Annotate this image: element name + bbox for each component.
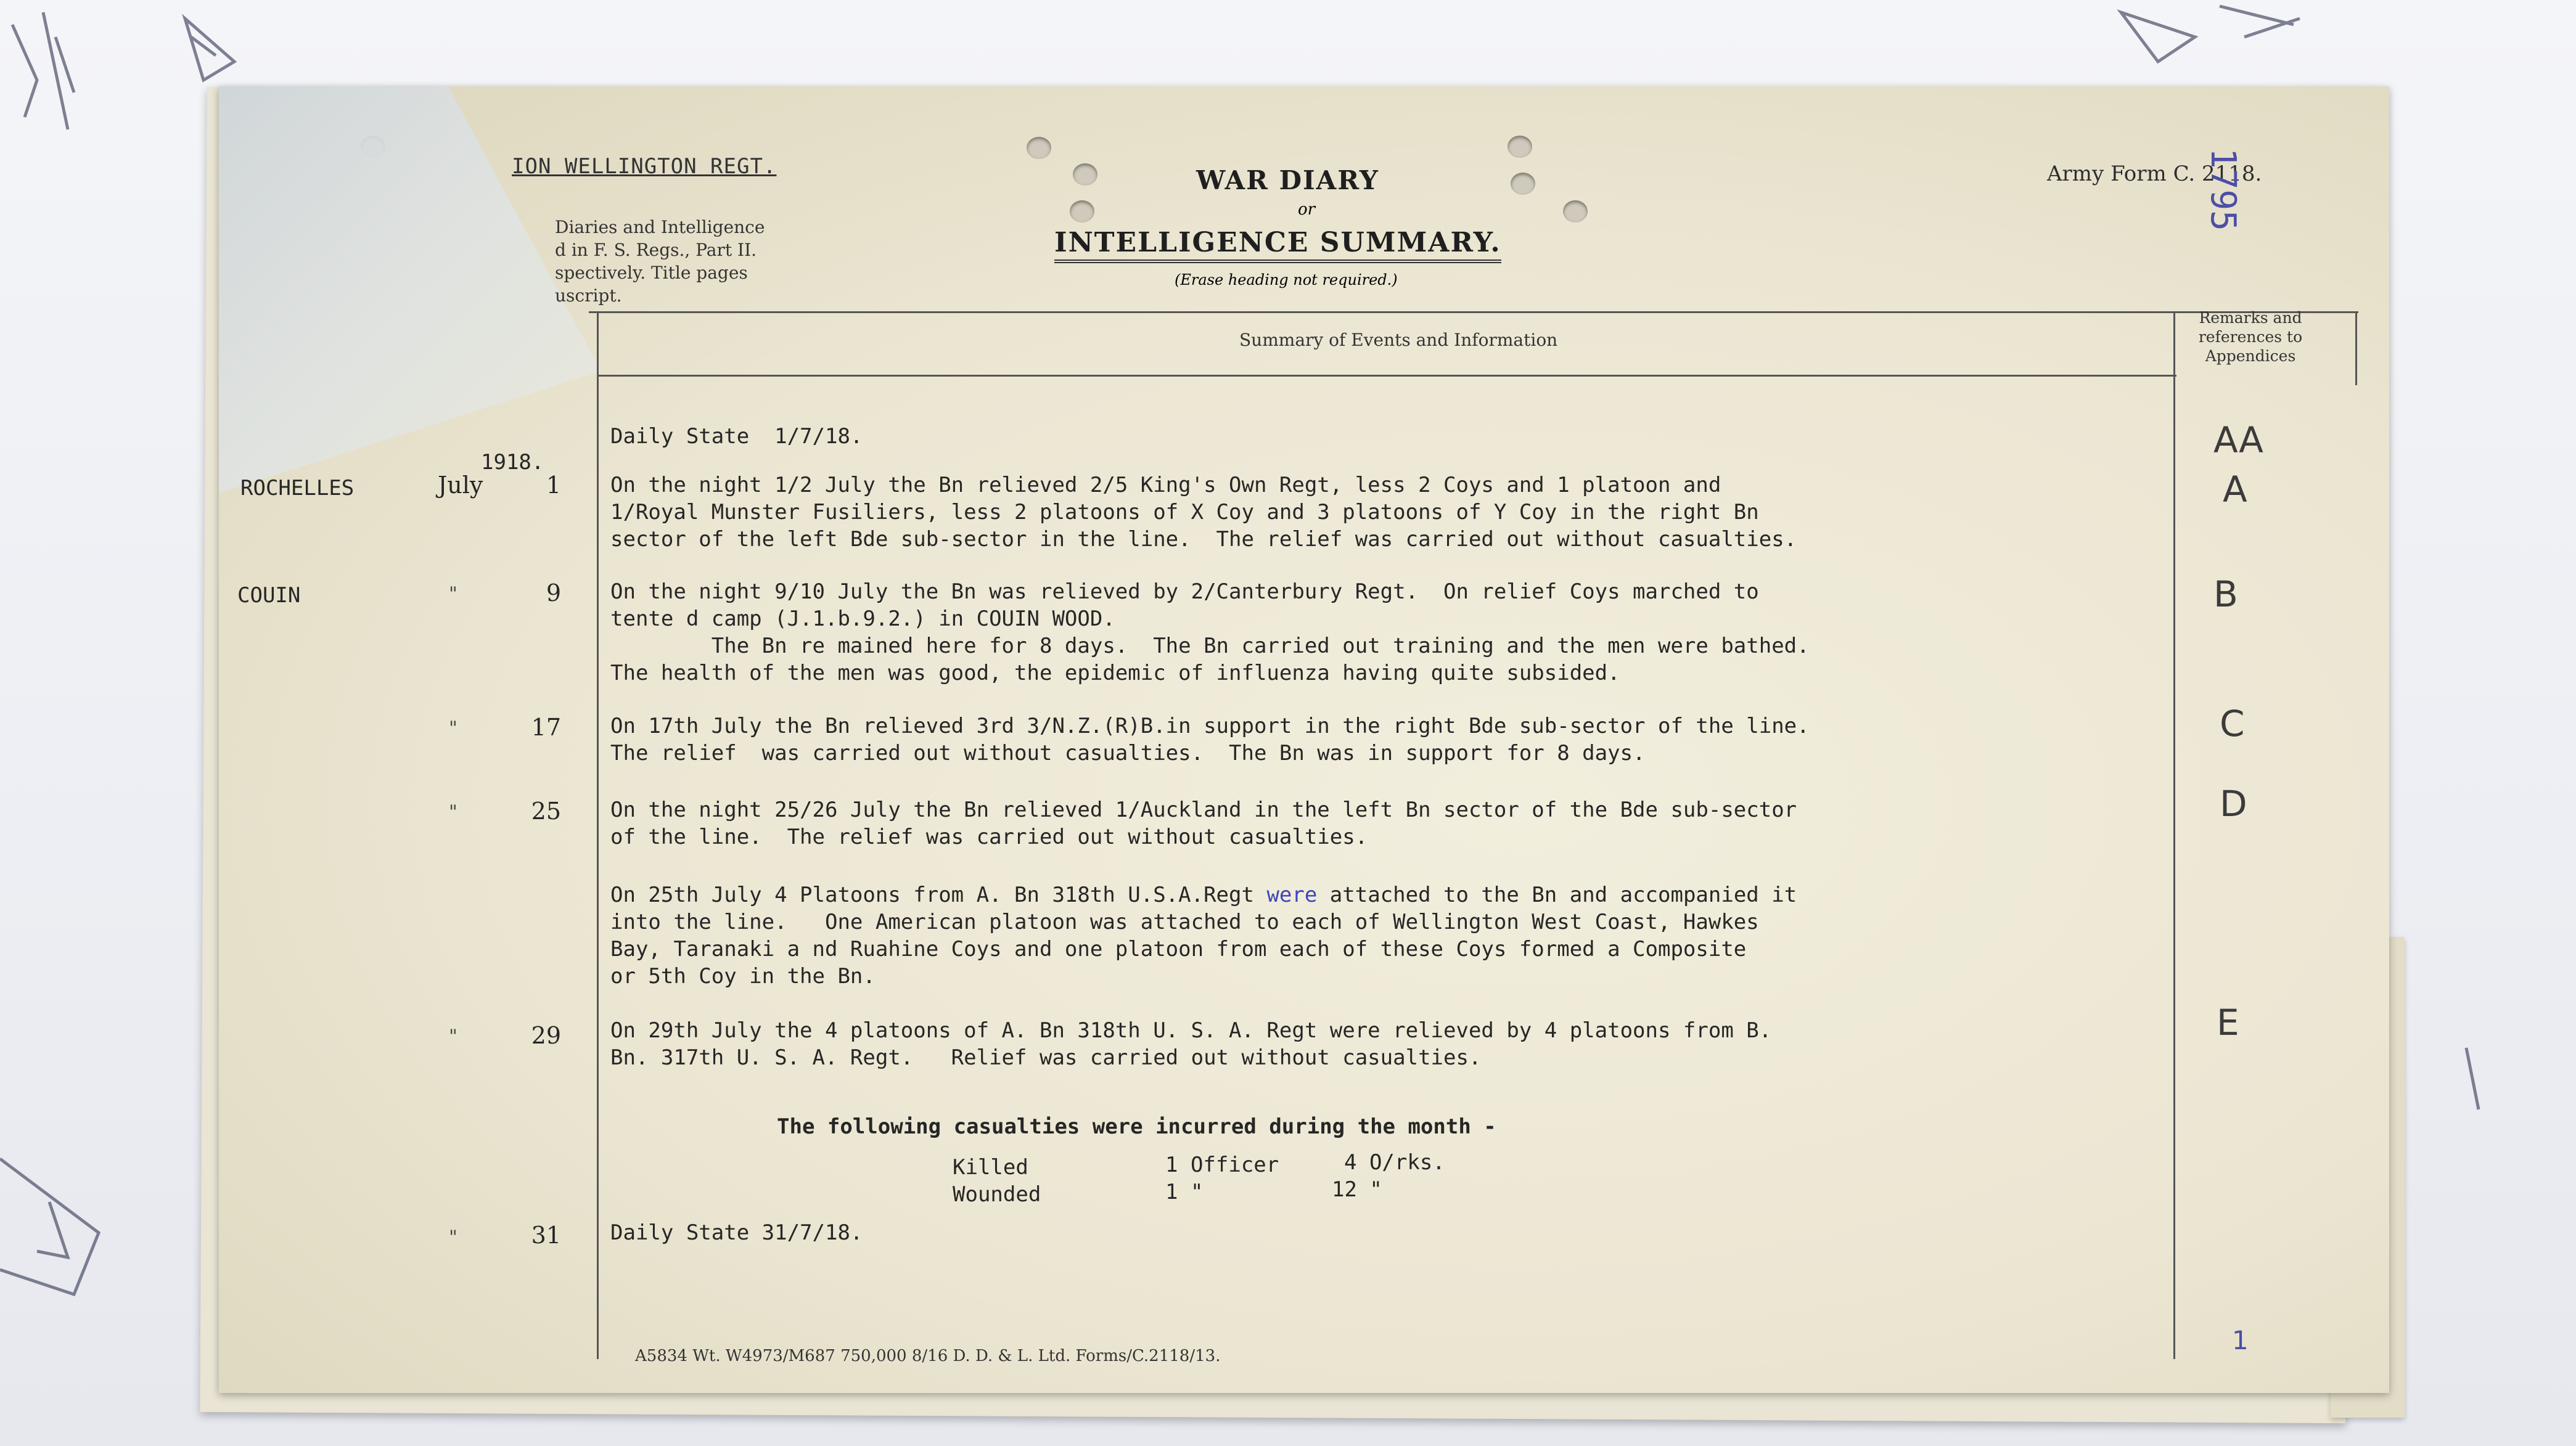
- killed-other-ranks: 4 O/rks.: [1344, 1150, 1445, 1175]
- punch-hole: [1511, 173, 1535, 195]
- entry-line: On 29th July the 4 platoons of A. Bn 318th U. S. A. Regt were relieved by 4 platoons from B.: [610, 1018, 1772, 1043]
- column-rule: [2355, 311, 2357, 385]
- entry-line: The relief was carried out without casualties. The Bn was in support for 8 days.: [610, 741, 1646, 766]
- ditto-mark: ": [449, 583, 457, 605]
- entry-line: [610, 881, 1797, 909]
- war-diary-title: WAR DIARY: [1196, 165, 1379, 195]
- entry-line: sector of the left Bde sub-sector in the line. The relief was carried out without casualties.: [610, 527, 1797, 552]
- remark-ref: E: [2217, 1002, 2239, 1044]
- header-top-rule: [589, 311, 2358, 313]
- erase-note: (Erase heading not required.): [1175, 271, 1398, 288]
- punch-hole: [1027, 137, 1051, 159]
- year-label: 1918.: [481, 450, 544, 475]
- entry-day: 9: [546, 579, 561, 607]
- header-bottom-rule: [598, 375, 2176, 377]
- remark-ref: C: [2220, 703, 2245, 745]
- instructions-line: spectively. Title pages: [555, 263, 748, 283]
- punch-hole: [1073, 163, 1097, 186]
- page-number: 1: [2232, 1325, 2249, 1355]
- remark-ref: A: [2223, 468, 2247, 510]
- instructions-line: uscript.: [555, 285, 622, 306]
- entry-text: On 25th July 4 Platoons from A. Bn 318th U.S.A.Regt: [610, 883, 1267, 907]
- killed-label: Killed: [953, 1155, 1028, 1180]
- entry-text: attached to the Bn and accompanied it: [1317, 883, 1797, 907]
- casualties-heading: The following casualties were incurred during the month -: [777, 1114, 1496, 1139]
- archive-stamp: 1795: [2203, 148, 2243, 231]
- entry-day: 1: [546, 472, 561, 499]
- title-or: or: [1298, 200, 1316, 219]
- remark-ref: D: [2220, 783, 2247, 825]
- entry-line: tente d camp (J.1.b.9.2.) in COUIN WOOD.: [610, 607, 1115, 631]
- remark-ref: B: [2213, 573, 2238, 615]
- ditto-mark: ": [449, 801, 457, 823]
- instructions-line: Diaries and Intelligence: [555, 217, 765, 237]
- instructions-text: [555, 216, 814, 307]
- ditto-mark: ": [449, 1227, 457, 1248]
- punch-hole: [1507, 136, 1532, 158]
- wounded-other-ranks: 12 ": [1332, 1177, 1382, 1202]
- punch-hole: [1563, 200, 1588, 223]
- intelligence-summary-title: INTELLIGENCE SUMMARY.: [1054, 227, 1501, 263]
- entry-line: The health of the men was good, the epidemic of influenza having quite subsided.: [610, 661, 1620, 685]
- month-label: July: [438, 472, 483, 499]
- entry-day: 17: [531, 714, 561, 741]
- place-label: COUIN: [237, 583, 301, 608]
- remark-ref: AA: [2213, 419, 2263, 461]
- wounded-officers: 1 ": [1165, 1180, 1204, 1204]
- entry-day: 29: [531, 1022, 561, 1049]
- entry-line: On 17th July the Bn relieved 3rd 3/N.Z.(R)B.in support in the right Bde sub-sector of the line.: [610, 714, 1810, 738]
- instructions-line: d in F. S. Regs., Part II.: [555, 240, 757, 260]
- army-form-number: Army Form C. 2118.: [2047, 161, 2262, 186]
- entry-line: Bay, Taranaki a nd Ruahine Coys and one platoon from each of these Coys formed a Composite: [610, 937, 1747, 962]
- entry-line: of the line. The relief was carried out without casualties.: [610, 825, 1368, 849]
- entry-line: On the night 9/10 July the Bn was relieved by 2/Canterbury Regt. On relief Coys marched to: [610, 579, 1759, 604]
- regiment-heading: ION WELLINGTON REGT.: [512, 154, 777, 179]
- punch-hole: [1070, 200, 1094, 223]
- form-print-footer: A5834 Wt. W4973/M687 750,000 8/16 D. D. & L. Ltd. Forms/C.2118/13.: [635, 1347, 1221, 1365]
- summary-column-header: Summary of Events and Information: [1239, 330, 1558, 350]
- column-rule: [2173, 311, 2175, 1359]
- daily-state-first: Daily State 1/7/18.: [610, 424, 863, 449]
- entry-line: into the line. One American platoon was attached to each of Wellington West Coast, Hawkes: [610, 910, 1759, 934]
- daily-state-last: Daily State 31/7/18.: [610, 1220, 863, 1245]
- killed-officers: 1 Officer: [1165, 1153, 1279, 1177]
- ditto-mark: ": [449, 717, 457, 739]
- column-rule: [597, 311, 599, 1359]
- handwritten-insert: were: [1266, 883, 1318, 907]
- entry-line: 1/Royal Munster Fusiliers, less 2 platoons of X Coy and 3 platoons of Y Coy in the right Bn: [610, 500, 1759, 525]
- entry-day: 25: [531, 798, 561, 825]
- ditto-mark: ": [449, 1026, 457, 1047]
- entry-line: On the night 25/26 July the Bn relieved 1/Auckland in the left Bn sector of the Bde sub-sector: [610, 798, 1797, 822]
- entry-line: Bn. 317th U. S. A. Regt. Relief was carried out without casualties.: [610, 1045, 1482, 1070]
- entry-line: The Bn re mained here for 8 days. The Bn carried out training and the men were bathed.: [610, 634, 1810, 658]
- place-label: ROCHELLES: [240, 476, 355, 500]
- entry-line: or 5th Coy in the Bn.: [610, 964, 876, 989]
- remarks-column-header: Remarks and references to Appendices: [2198, 309, 2303, 365]
- entry-line: On the night 1/2 July the Bn relieved 2/5 King's Own Regt, less 2 Coys and 1 platoon and: [610, 473, 1721, 497]
- wounded-label: Wounded: [953, 1182, 1041, 1207]
- entry-day: 31: [531, 1222, 561, 1249]
